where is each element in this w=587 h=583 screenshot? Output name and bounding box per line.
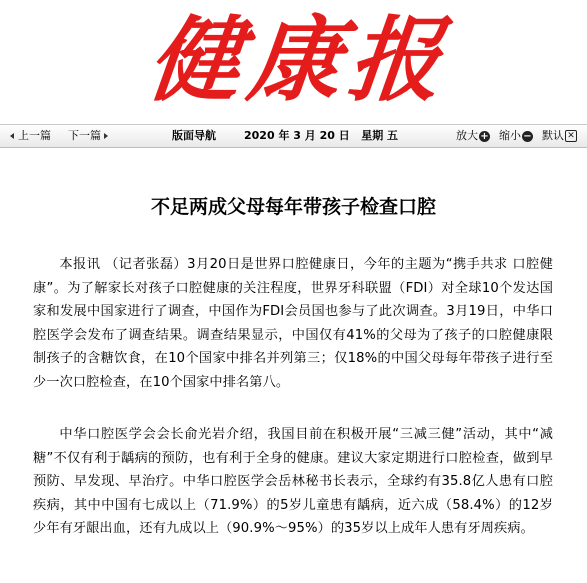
next-article-label: 下一篇 bbox=[68, 129, 101, 142]
default-size-label: 默认 bbox=[542, 129, 564, 142]
date-text: 2020 年 3 月 20 日 星期 五 bbox=[244, 129, 399, 142]
default-size-button[interactable] bbox=[542, 125, 577, 147]
zoom-out-label: 缩小 bbox=[499, 129, 521, 142]
newspaper-logo bbox=[104, 6, 484, 114]
article-headline: 不足两成父母每年带孩子检查口腔 bbox=[150, 196, 436, 218]
arrow-left-icon bbox=[10, 133, 14, 139]
zoom-in-label: 放大 bbox=[456, 129, 478, 142]
date-label bbox=[244, 125, 398, 147]
logo-char-3: 报 bbox=[343, 6, 445, 114]
next-article-link[interactable] bbox=[68, 125, 108, 147]
prev-article-label: 上一篇 bbox=[18, 129, 51, 142]
logo-char-1: 健 bbox=[143, 6, 245, 114]
minus-circle-icon: − bbox=[523, 130, 532, 142]
plus-circle-icon: + bbox=[480, 130, 489, 142]
zoom-out-button[interactable] bbox=[499, 125, 533, 147]
logo-char-2: 康 bbox=[243, 6, 345, 114]
nav-bar bbox=[0, 124, 587, 148]
masthead bbox=[0, 0, 587, 124]
zoom-in-button[interactable] bbox=[456, 125, 490, 147]
article-paragraph-1: 本报讯 （记者张磊）3月20日是世界口腔健康日，今年的主题为“携手共求 口腔健康”。为了解家长对孩子口腔健康的关注程度，世界牙科联盟（FDI）对全球10个发达国家和发展中国家进行了调查，中国作为FDI会员国也参与了此次调查。3月19日，中华口腔医学会发布了调查结果。调查结果显示，中国仅有41%的父母为了孩子的口腔健康限制孩子的含糖饮食，在10个国家中排名并列第三；仅18%的中国父母每年带孩子进行至少一次口腔检查，在10个国家中排名第八。 bbox=[33, 257, 553, 390]
arrow-right-icon bbox=[104, 133, 108, 139]
prev-article-link[interactable] bbox=[10, 125, 51, 147]
layout-nav-label: 版面导航 bbox=[172, 129, 216, 142]
layout-nav-link[interactable] bbox=[172, 125, 216, 147]
article-paragraph-2: 中华口腔医学会会长俞光岩介绍，我国目前在积极开展“三减三健”活动，其中“减糖”不仅有利于龋病的预防，也有利于全身的健康。建议大家定期进行口腔检查，做到早预防、早发现、早治疗。中华口腔医学会岳林秘书长表示，全球约有35.8亿人患有口腔疾病，其中中国有七成以上（71.9%）的5岁儿童患有龋病，近六成（58.4%）的12岁少年有牙龈出血，还有九成以上（90.9%～95%）的35岁以上成年人患有牙周疾病。 bbox=[33, 427, 553, 536]
reset-square-icon: ✕ bbox=[565, 130, 577, 142]
